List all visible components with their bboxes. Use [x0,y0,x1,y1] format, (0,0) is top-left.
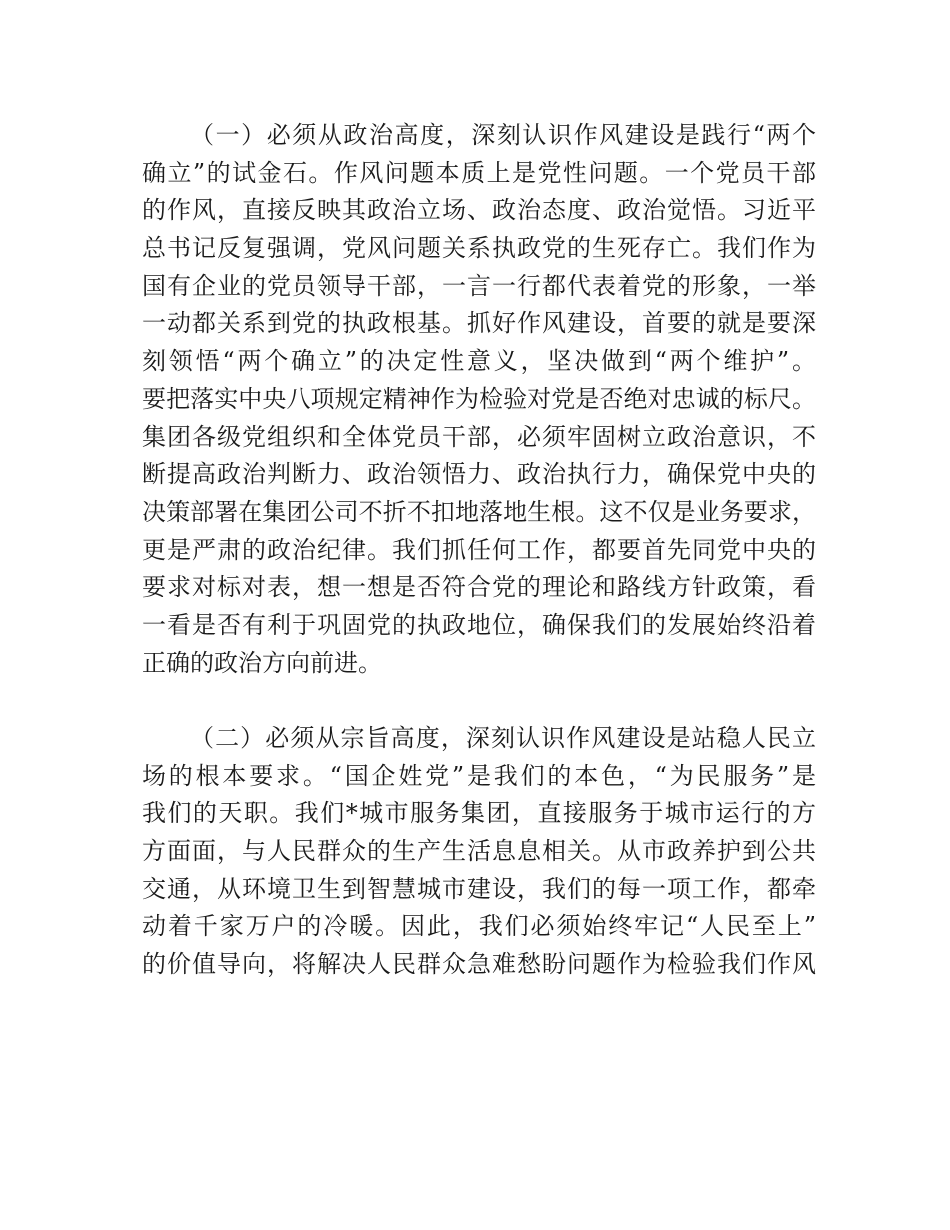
paragraph-line: 决策部署在集团公司不折不扣地落地生根。这不仅是业务要求， [142,497,816,526]
paragraph-line: 我们的天职。我们*城市服务集团，直接服务于城市运行的方 [142,799,816,828]
paragraph-line: 更是严肃的政治纪律。我们抓任何工作，都要首先同党中央的 [142,535,816,564]
paragraph-line: 正确的政治方向前进。 [142,648,382,677]
paragraph-line: （二）必须从宗旨高度，深刻认识作风建设是站稳人民立 [190,724,816,752]
paragraph-line: 一看是否有利于巩固党的执政地位，确保我们的发展始终沿着 [142,610,816,639]
paragraph-line: 场的根本要求。“国企姓党”是我们的本色，“为民服务”是 [142,761,816,790]
paragraph-line: 的价值导向，将解决人民群众急难愁盼问题作为检验我们作风 [142,950,816,979]
paragraph-line: 一动都关系到党的执政根基。抓好作风建设，首要的就是要深 [142,309,816,338]
paragraph-line: 要求对标对表，想一想是否符合党的理论和路线方针政策，看 [142,573,816,602]
paragraph-2 [142,720,816,984]
paragraph-line: 集团各级党组织和全体党员干部，必须牢固树立政治意识，不 [142,422,816,451]
paragraph-line: 的作风，直接反映其政治立场、政治态度、政治觉悟。习近平 [142,196,816,225]
paragraph-line: 确立”的试金石。作风问题本质上是党性问题。一个党员干部 [142,158,816,187]
paragraph-line: 交通，从环境卫生到智慧城市建设，我们的每一项工作，都牵 [142,874,816,903]
paragraph-line: 总书记反复强调，党风问题关系执政党的生死存亡。我们作为 [142,234,816,263]
paragraph-line: 断提高政治判断力、政治领悟力、政治执行力，确保党中央的 [142,460,816,489]
paragraph-line: （一）必须从政治高度，深刻认识作风建设是践行“两个 [190,121,816,149]
paragraph-line: 动着千家万户的冷暖。因此，我们必须始终牢记“人民至上” [142,912,816,941]
paragraph-1 [142,117,816,682]
paragraph-line: 国有企业的党员领导干部，一言一行都代表着党的形象，一举 [142,271,816,300]
paragraph-line: 刻领悟“两个确立”的决定性意义，坚决做到“两个维护”。 [142,347,816,376]
paragraph-line: 要把落实中央八项规定精神作为检验对党是否绝对忠诚的标尺。 [142,384,816,413]
paragraph-line: 方面面，与人民群众的生产生活息息相关。从市政养护到公共 [142,837,816,866]
